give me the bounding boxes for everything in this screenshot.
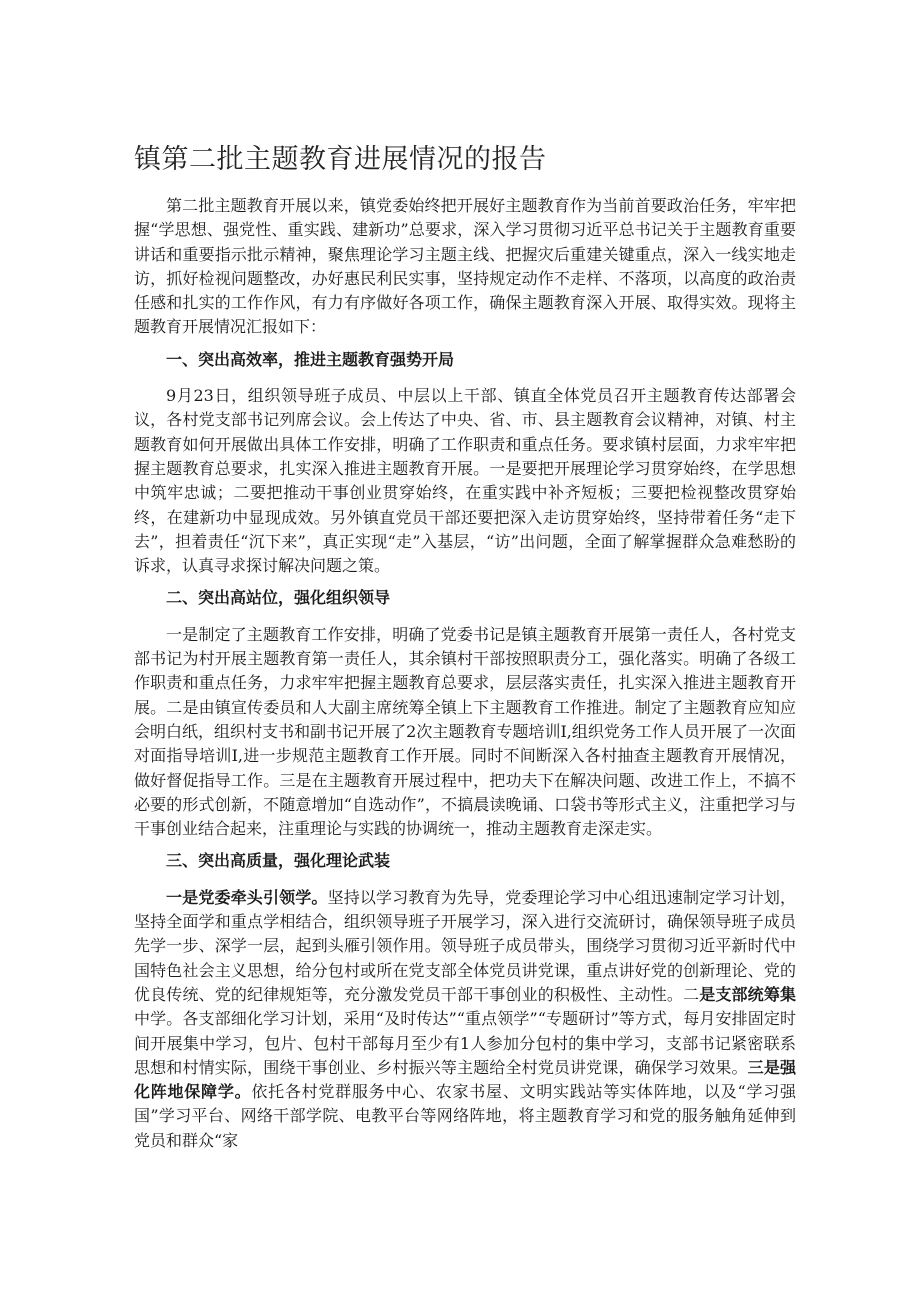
section-2-body: 一是制定了主题教育工作安排，明确了党委书记是镇主题教育开展第一责任人，各村党支部书记为村开展主题教育第一责任人，其余镇村干部按照职责分工，强化落实。明确了各级工作职责和重点任务，力求牢牢把握主题教育总要求，层层落实责任，扎实深入推进主题教育开展。二是由镇宣传委员和人大副主席统筹全镇上下主题教育工作推进。制定了主题教育应知应会明白纸，组织村支书和副书记开展了2次主题教育专题培训I,组织党务工作人员开展了一次面对面指导培训I,进一步规范主题教育工作开展。同时不间断深入各村抽查主题教育开展情况，做好督促指导工作。三是在主题教育开展过程中，把功夫下在解决问题、改进工作上，不搞不必要的形式创新，不随意增加“自选动作”，不搞晨读晚诵、口袋书等形式主义，注重把学习与干事创业结合起来，注重理论与实践的协调统一，推动主题教育走深走实。 [134, 624, 796, 839]
section-2-heading: 二、突出高站位，强化组织领导 [166, 588, 391, 608]
section-1-body: 9月23日，组织领导班子成员、中层以上干部、镇直全体党员召开主题教育传达部署会议，各村党支部书记列席会议。会上传达了中央、省、市、县主题教育会议精神，对镇、村主题教育如何开展做出具体工作安排，明确了工作职责和重点任务。要求镇村层面，力求牢牢把握主题教育总要求，扎实深入推进主题教育开展。一是要把开展理论学习贯穿始终，在学思想中筑牢忠诚；二要把推动干事创业贯穿始终，在重实践中补齐短板；三要把检视整改贯穿始终，在建新功中显现成效。另外镇直党员干部还要把深入走访贯穿始终，坚持带着任务“走下去”，担着责任“沉下来”，真正实现“走”入基层，“访”出问题，全面了解掌握群众急难愁盼的诉求，认真寻求探讨解决问题之策。 [134, 386, 796, 576]
section-3-lead-1: 一是党委牵头引领学。 [166, 887, 328, 907]
section-3-lead-3: 三是强化阵地保障学。 [134, 1057, 796, 1102]
section-3-heading: 三、突出高质量，强化理论武装 [166, 851, 391, 871]
document-title: 镇第二批主题教育进展情况的报告 [134, 144, 547, 175]
section-1-heading: 一、突出高效率，推进主题教育强势开局 [166, 349, 455, 369]
document-page [134, 140, 796, 1159]
section-3-text-1: 坚持以学习教育为先导，党委理论学习中心组迅速制定学习计划，坚持全面学和重点学相结合，组织领导班子开展学习，深入进行交流研讨，确保领导班子成员先学一步、深学一层，起到头雁引领作用。领导班子成员带头，围绕学习贯彻习近平新时代中国特色社会主义思想，给分包村或所在党支部全体党员讲党课，重点讲好党的创新理论、党的优良传统、党的纪律规矩等，充分激发党员干部干事创业的积极性、主动性。二 [134, 887, 796, 1004]
section-3-lead-2: 是支部统筹集 [699, 984, 796, 1004]
intro-paragraph: 第二批主题教育开展以来，镇党委始终把开展好主题教育作为当前首要政治任务，牢牢把握“学思想、强党性、重实践、建新功”总要求，深入学习贯彻习近平总书记关于主题教育重要讲话和重要指示批示精神，聚焦理论学习主题主线、把握灾后重建关键重点，深入一线实地走访，抓好检视问题整改，办好惠民利民实事，坚持规定动作不走样、不落项，以高度的政治责任感和扎实的工作作风，有力有序做好各项工作，确保主题教育深入开展、取得实效。现将主题教育开展情况汇报如下： [134, 196, 796, 337]
section-3-text-2: 中学。各支部细化学习计划，采用“及时传达”“重点领学”“专题研讨”等方式，每月安排固定时间开展集中学习，包片、包村干部每月至少有1人参加分包村的集中学习，支部书记紧密联系思想和村情实际，围绕干事创业、乡村振兴等主题给全村党员讲党课，确保学习效果。 [134, 1009, 796, 1077]
section-3-body [134, 886, 796, 1153]
section-3-text-3: 依托各村党群服务中心、农家书屋、文明实践站等实体阵地，以及“学习强国”学习平台、网络干部学院、电教平台等网络阵地，将主题教育学习和党的服务触角延伸到党员和群众“家 [134, 1082, 796, 1150]
